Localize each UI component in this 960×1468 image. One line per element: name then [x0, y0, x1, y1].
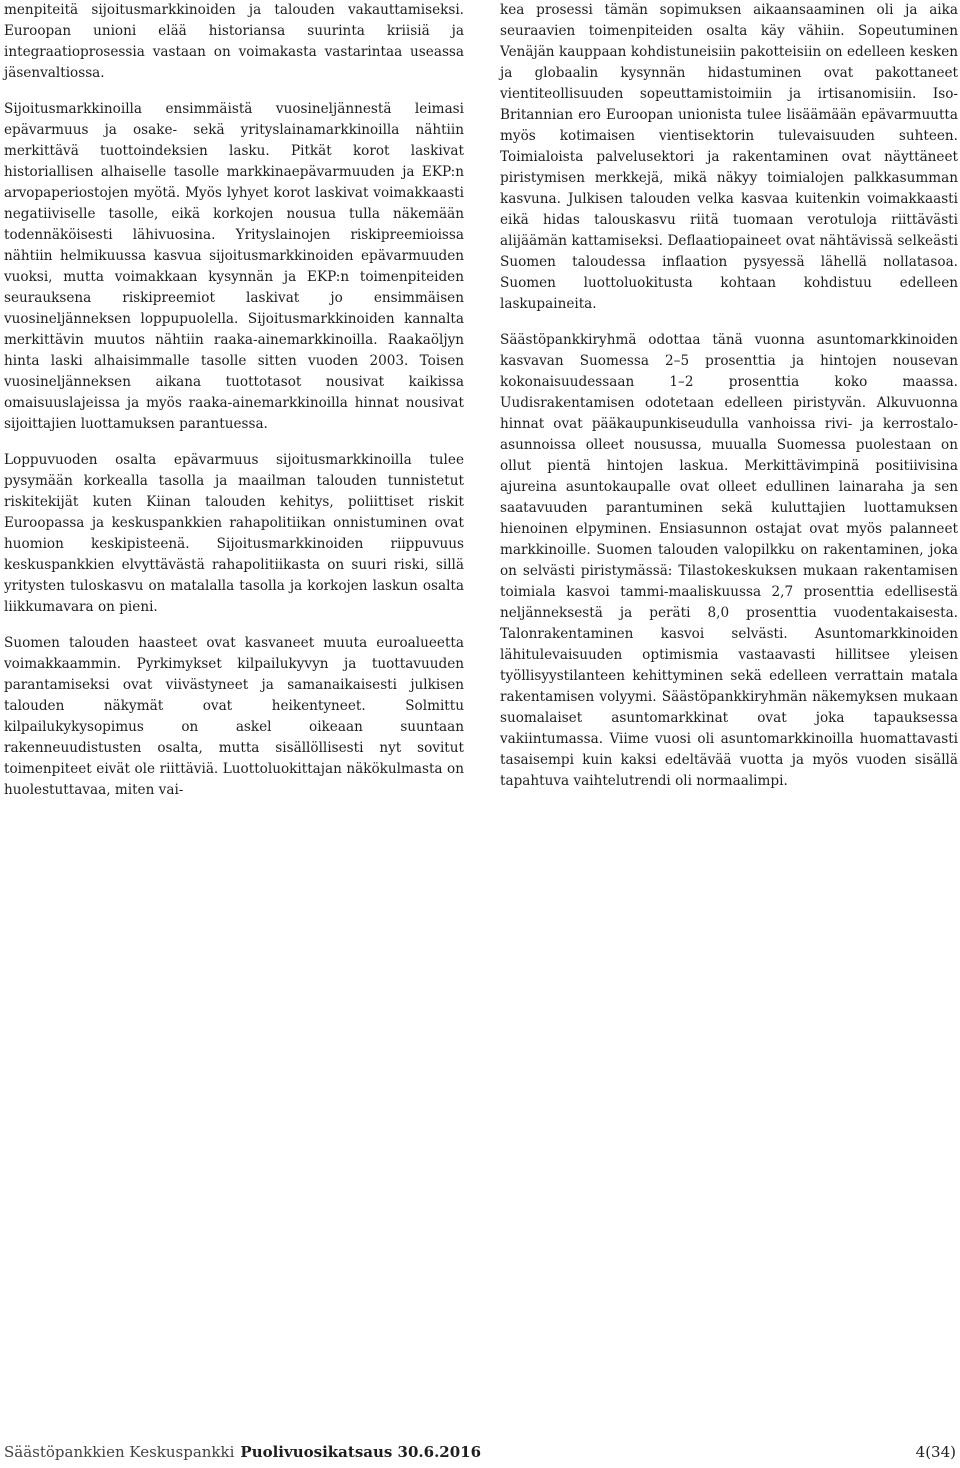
paragraph: Suomen talouden haasteet ovat kasvaneet muuta euroalueetta voimakkaammin. Pyrkimykset kilpailukyvyn ja tuottavuuden parantamiseksi ovat viivästyneet ja samanaikaisesti julkisen talouden näkymät ovat heikentyneet. Solmittu kilpailukykysopimus on askel oikeaan suuntaan rakenneuudistusten osalta, mutta sisällöllisesti nyt sovitut toimenpiteet eivät ole riittäviä. Luottoluokittajan näkökulmasta on huolestuttavaa, miten vai-: [4, 635, 464, 798]
page-number: 4(34): [915, 1443, 956, 1461]
right-column: [500, 0, 958, 807]
paragraph: menpiteitä sijoitusmarkkinoiden ja talouden vakauttamiseksi. Euroopan unioni elää historiansa suurinta kriisiä ja integraatioprosessia vastaan on voimakasta vastarintaa useassa jäsenvaltiossa.: [4, 2, 464, 81]
footer-title: Puolivuosikatsaus 30.6.2016: [240, 1443, 482, 1461]
paragraph: Loppuvuoden osalta epävarmuus sijoitusmarkkinoilla tulee pysymään korkealla tasolla ja maailman talouden tunnistetut riskitekijät kuten Kiinan talouden kehitys, poliittiset riskit Euroopassa ja keskuspankkien rahapolitiikan onnistuminen ovat huomion keskipisteenä. Sijoitusmarkkinoiden riippuvuus keskuspankkien elvyttävästä rahapolitiikasta on suuri riski, sillä yritysten tuloskasvu on matalalla tasolla ja korkojen laskun osalta liikkumavara on pieni.: [4, 452, 464, 615]
paragraph: kea prosessi tämän sopimuksen aikaansaaminen oli ja aika seuraavien toimenpiteiden osalta käy vähiin. Sopeutuminen Venäjän kauppaan kohdistuneisiin pakotteisiin on edelleen kesken ja globaalin kysynnän hidastuminen ovat pakottaneet vientiteollisuuden sopeuttamistoimiin ja irtisanomisiin. Iso-Britannian ero Euroopan unionista tulee lisäämään epävarmuutta myös kotimaisen vientisektorin tulevaisuuden suhteen. Toimialoista palvelusektori ja rakentaminen ovat näyttäneet piristymisen merkkejä, mikä näkyy toimialojen palkkasumman kasvuna. Julkisen talouden velka kasvaa kuitenkin voimakkaasti eikä hidas talouskasvu riitä tuomaan verotuloja riittävästi alijäämän kattamiseksi. Deflaatiopaineet ovat nähtävissä selkeästi Suomen taloudessa inflaation pysyessä lähellä nollatasoa. Suomen luottoluokitusta kohtaan kohdistuu edelleen laskupaineita.: [500, 2, 958, 312]
paragraph: Säästöpankkiryhmä odottaa tänä vuonna asuntomarkkinoiden kasvavan Suomessa 2–5 prosenttia ja hintojen nousevan kokonaisuudessaan 1–2 prosenttia koko maassa. Uudisrakentamisen odotetaan edelleen piristyvän. Alkuvuonna hinnat ovat pääkaupunkiseudulla vanhoissa rivi- ja kerrostalo-asunnoissa olleet nousussa, muualla Suomessa puolestaan on ollut pientä hintojen laskua. Merkittävimpinä positiivisina ajureina asuntokaupalle ovat olleet edullinen lainaraha ja sen saatavuuden parantuminen sekä kuluttajien luottamuksen hienoinen elpyminen. Ensiasunnon ostajat ovat myös palanneet markkinoille. Suomen talouden valopilkku on rakentaminen, joka on selvästi piristymässä: Tilastokeskuksen mukaan rakentamisen toimiala kasvoi tammi-maaliskuussa 2,7 prosenttia edellisestä neljänneksestä ja peräti 8,0 prosenttia vuodentakaisesta. Talonrakentaminen kasvoi selvästi. Asuntomarkkinoiden lähitulevaisuuden optimismia vastaavasti hillitsee yleisen työllisyystilanteen kehittyminen sekä edelleen verrattain matala rakentamisen volyymi. Säästöpankkiryhmän näkemyksen mukaan suomalaiset asuntomarkkinat ovat joka tapauksessa vakiintumassa. Viime vuosi oli asuntomarkkinoilla huomattavasti tasaisempi kuin kaksi edeltävää vuotta ja myös vuoden sisällä tapahtuva vaihtelutrendi oli normaalimpi.: [500, 332, 958, 789]
left-column: [4, 0, 464, 816]
page-footer: [4, 1442, 956, 1462]
paragraph: Sijoitusmarkkinoilla ensimmäistä vuosineljännestä leimasi epävarmuus ja osake- sekä yrityslainamarkkinoilla nähtiin merkittävä tuottoindeksien lasku. Pitkät korot laskivat historiallisen alhaiselle tasolle markkinaepävarmuuden ja EKP:n arvopaperiostojen myötä. Myös lyhyet korot laskivat voimakkaasti negatiiviselle tasolle, eikä korkojen nousua tulla näkemään todennäköisesti lähivuosina. Yrityslainojen riskipreemioissa nähtiin helmikuussa kasvua sijoitusmarkkinoiden epävarmuuden vuoksi, mutta voimakkaan kysynnän ja EKP:n toimenpiteiden seurauksena riskipreemiot laskivat jo ensimmäisen vuosineljänneksen loppupuolella. Sijoitusmarkkinoiden kannalta merkittävin muutos nähtiin raaka-ainemarkkinoilla. Raakaöljyn hinta laski alhaisimmalle tasolle sitten vuoden 2003. Toisen vuosineljänneksen aikana tuottotasot nousivat kaikissa omaisuuslajeissa ja myös raaka-ainemarkkinoilla hinnat nousivat sijoittajien luottamuksen parantuessa.: [4, 101, 464, 432]
footer-publisher: Säästöpankkien Keskuspankki: [4, 1443, 235, 1461]
